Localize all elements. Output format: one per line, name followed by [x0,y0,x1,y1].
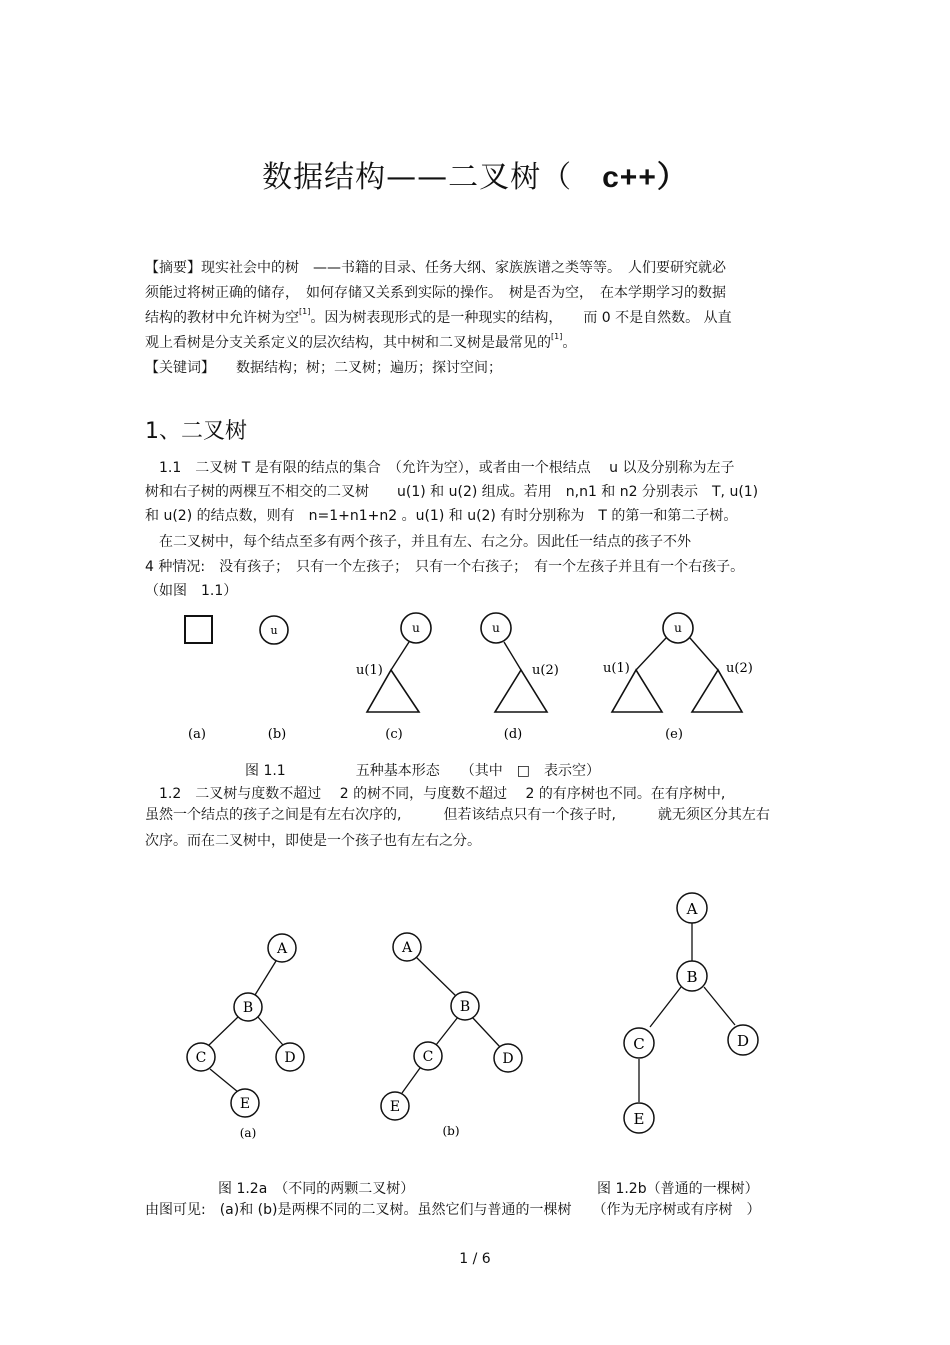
node-label: A [401,940,413,956]
empty-tree-square [185,616,212,643]
edge [402,1068,420,1093]
edge [209,1016,239,1045]
paragraph-line: 和 u(2) 的结点数，则有 n=1+n1+n2 。u(1) 和 u(2) 有时分别称为 T 的第一和第二子树。 [145,508,738,524]
abstract-line [145,308,815,328]
edge [210,1069,238,1092]
keywords-line: 【关键词】 数据结构；树；二叉树；遍历；探讨空间； [145,360,502,376]
edge [504,642,521,670]
node-label: D [284,1050,296,1066]
abstract-text: 观上看树是分支关系定义的层次结构，其中树和二叉树是最常见的 [145,335,551,351]
edge [255,961,276,995]
binary-tree-a [187,934,304,1140]
node-label: D [502,1051,514,1067]
paragraph-line: （如图 1.1） [145,583,238,599]
title-cpp: c++） [602,161,688,194]
node-label: A [686,900,698,918]
node-label: E [239,1096,251,1112]
binary-tree-b [381,933,522,1138]
subfigure-label: (d) [503,727,523,742]
edge [416,957,457,997]
figure-caption: 图 1.1 五种基本形态 （其中 □ 表示空） [245,763,600,779]
node-label: B [686,968,698,986]
node-label: C [195,1050,207,1066]
node-label: u [412,621,420,635]
abstract-line [145,333,815,353]
node-label: E [389,1099,401,1115]
edge [690,638,718,670]
subtree-triangle [692,670,742,712]
page-title [0,152,950,196]
node-label: u [270,624,278,637]
subfigure-label: (b) [267,727,287,742]
subfigure-label: (a) [188,727,206,742]
page-number: 1 / 6 [459,1251,491,1267]
section-heading: 1、二叉树 [145,419,247,444]
subtree-triangle [612,670,662,712]
node-label: C [422,1049,434,1065]
edge [650,987,681,1027]
paragraph-line: 树和右子树的两棵互不相交的二叉树 u(1) 和 u(2) 组成。若用 n,n1 和 n2 分别表示 T, u(1) [145,484,759,500]
paragraph-line: 次序。而在二叉树中，即使是一个孩子也有左右之分。 [145,833,481,849]
subfigure-label: (b) [442,1124,460,1138]
figure-1-2 [0,885,950,1165]
node-label: C [633,1035,645,1053]
citation-ref: [1] [299,307,311,316]
subfigure-label: (e) [665,727,683,742]
title-main: 数据结构——二叉树（ [262,160,573,195]
edge [704,987,735,1025]
node-label: B [242,1000,254,1016]
node-label: D [736,1032,750,1050]
abstract-line: 须能过将树正确的储存， 如何存储又关系到实际的操作。 树是否为空， 在本学期学习的数据 [145,285,726,301]
edge [636,638,666,670]
edge [257,1016,283,1045]
general-tree [624,893,758,1133]
subtree-label: u(2) [532,663,559,678]
figure-caption-b: 图 1.2b（普通的一棵树） [597,1181,759,1197]
paragraph-line: 在二叉树中，每个结点至多有两个孩子，并且有左、右之分。因此任一结点的孩子不外 [145,534,691,550]
abstract-line: 【摘要】现实社会中的树 ——书籍的目录、任务大纲、家族族谱之类等等。 人们要研究就必 [145,260,726,276]
subfigure-label: (a) [239,1126,257,1140]
edge [436,1017,458,1045]
subtree-label: u(1) [356,663,383,678]
node-label: u [674,621,682,635]
edge [472,1017,500,1047]
node-label: E [633,1110,645,1128]
abstract-text: 。 [562,335,577,351]
citation-ref: [1] [551,332,563,341]
abstract-text: 结构的教材中允许树为空 [145,310,299,326]
edge [391,642,409,670]
node-label: u [492,621,500,635]
abstract-text: 。因为树表现形式的是一种现实的结构， 而 0 不是自然数。 从直 [310,310,732,326]
subtree-label: u(1) [603,661,630,676]
paragraph-line: 4 种情况: 没有孩子； 只有一个左孩子； 只有一个右孩子； 有一个左孩子并且有一个右孩子。 [145,559,745,575]
subtree-label: u(2) [726,661,753,676]
node-label: A [276,941,288,957]
subfigure-label: (c) [385,727,403,742]
paragraph-line: 由图可见: (a)和 (b)是两棵不同的二叉树。虽然它们与普通的一棵树 （作为无序树或有序树 ） [145,1202,761,1218]
figure-caption-a: 图 1.2a （不同的两颗二叉树） [218,1181,415,1197]
paragraph-line: 1.1 二叉树 T 是有限的结点的集合 （允许为空），或者由一个根结点 u 以及分别称为左子 [145,460,735,476]
paragraph-line: 虽然一个结点的孩子之间是有左右次序的, 但若该结点只有一个孩子时, 就无须区分其左右 [145,807,770,823]
paragraph-line: 1.2 二叉树与度数不超过 2 的树不同，与度数不超过 2 的有序树也不同。在有序树中, [145,786,726,802]
node-label: B [459,999,471,1015]
figure-1-1 [0,610,950,760]
